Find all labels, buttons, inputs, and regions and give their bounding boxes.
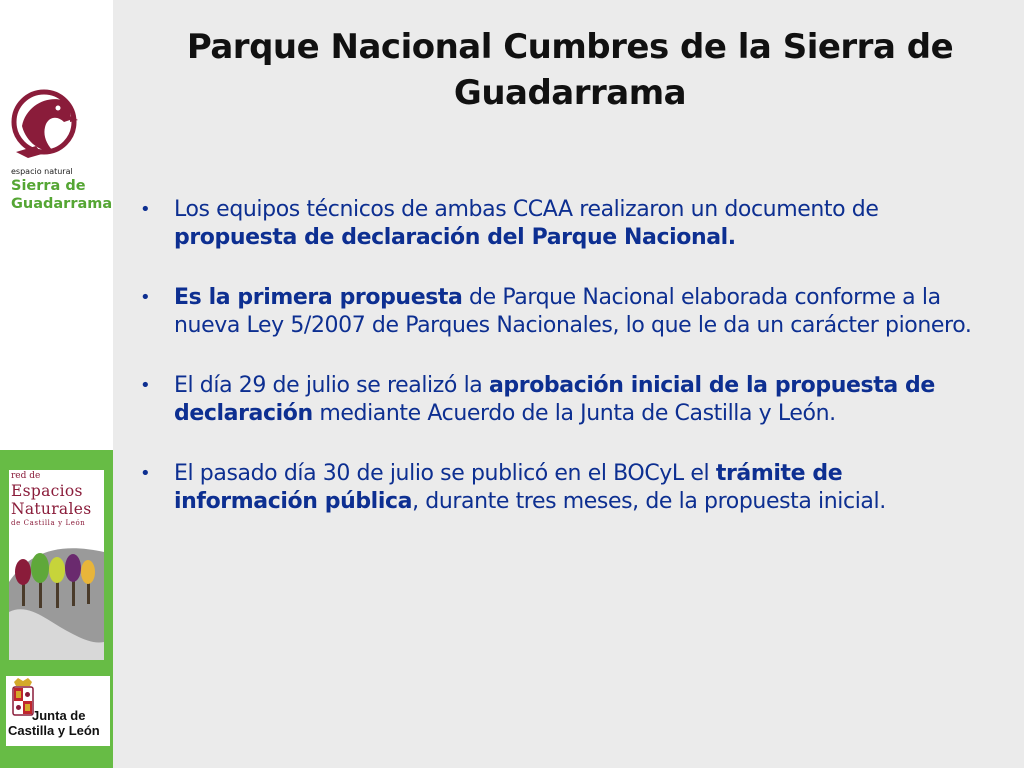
bullet-item [140,284,990,340]
bullet-bold-text: aprobación inicial de la propuesta de declaración [174,373,935,426]
espacio-natural-line2: Guadarrama [11,196,113,212]
red-line3: de Castilla y León [11,519,86,527]
bullet-bold-text: trámite de información pública [174,461,843,514]
bullet-dot-icon: • [140,287,151,308]
red-line1: Espacios [11,482,83,500]
espacio-natural-logo [0,0,113,450]
bullet-dot-icon: • [140,463,151,484]
trees-logo-icon [9,532,104,660]
bullet-text: Los equipos técnicos de ambas CCAA realizaron un documento de [174,197,879,222]
bullet-item [140,372,990,428]
red-espacios-naturales-logo [9,470,104,660]
bullet-dot-icon: • [140,375,151,396]
red-espacios-name [11,482,91,518]
bullet-bold-text: Es la primera propuesta [174,285,463,310]
red-label: red de [11,471,41,481]
bullet-list [140,196,990,516]
espacio-natural-small: espacio natural [11,167,73,176]
bullet-dot-icon: • [140,199,151,220]
bullet-text: , durante tres meses, de la propuesta inicial. [412,489,886,514]
left-sidebar [0,0,113,768]
bullet-text: El día 29 de julio se realizó la [174,373,489,398]
bullet-bold-text: propuesta de declaración del Parque Nacional. [174,225,736,250]
eagle-logo-icon [6,86,86,164]
bullet-text: El pasado día 30 de julio se publicó en el BOCyL el [174,461,716,486]
espacio-natural-name [11,177,112,213]
bullet-item [140,196,990,252]
junta-castilla-leon-logo [6,676,110,746]
slide-title: Parque Nacional Cumbres de la Sierra de Guadarrama [186,27,954,113]
bullet-text: de Parque Nacional elaborada conforme a la nueva Ley 5/2007 de Parques Nacionales, lo que le da un carácter pionero. [174,285,972,338]
junta-line2: Castilla y León [8,723,100,738]
espacio-natural-line1: Sierra de [11,178,86,194]
coat-of-arms-icon [12,678,34,718]
bullet-item [140,460,990,516]
bullet-text: mediante Acuerdo de la Junta de Castilla y León. [312,401,836,426]
junta-line1: Junta de [32,708,86,723]
red-line2: Naturales [11,500,92,518]
